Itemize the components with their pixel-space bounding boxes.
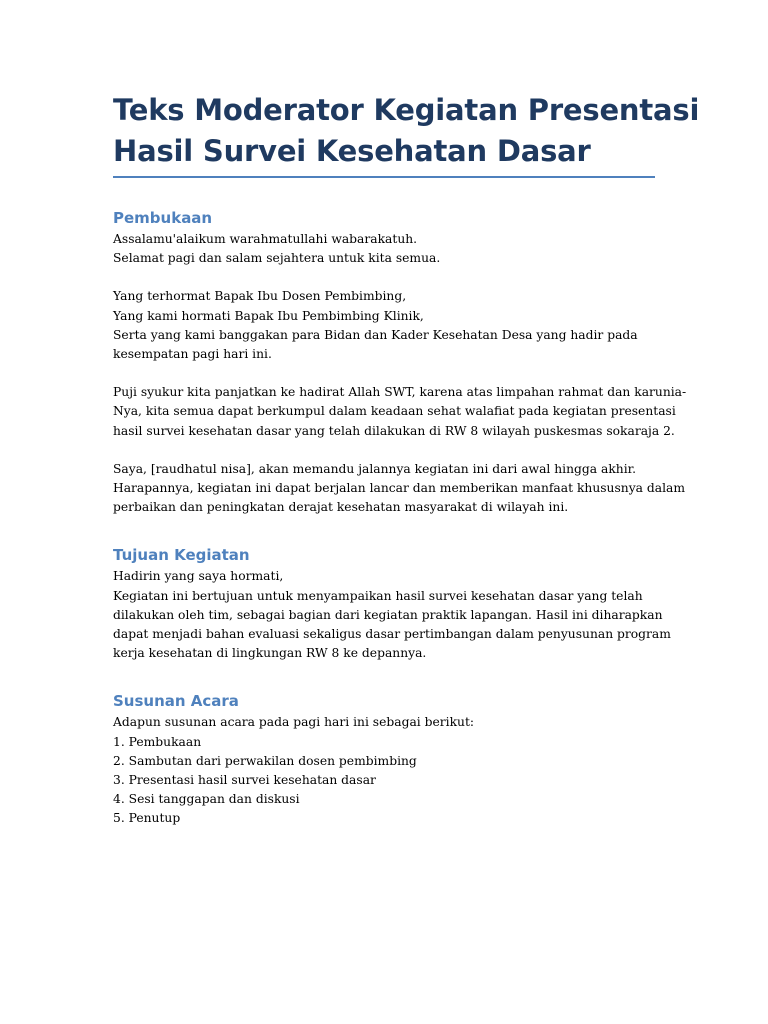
paragraph bbox=[113, 567, 671, 663]
section-tujuan-kegiatan bbox=[113, 545, 671, 663]
section-heading: Pembukaan bbox=[113, 209, 213, 227]
text-line: 4. Sesi tanggapan dan diskusi bbox=[113, 792, 300, 807]
paragraph-gap bbox=[113, 364, 655, 383]
paragraph bbox=[113, 287, 655, 364]
text-line: 2. Sambutan dari perwakilan dosen pembimbing bbox=[113, 753, 417, 768]
text-line: kesempatan pagi hari ini. bbox=[113, 347, 272, 362]
paragraph bbox=[113, 230, 655, 268]
text-line: Saya, [raudhatul nisa], akan memandu jalannya kegiatan ini dari awal hingga akhir. bbox=[113, 461, 637, 476]
title-underline bbox=[113, 176, 655, 178]
text-line: Assalamu'alaikum warahmatullahi wabarakatuh. bbox=[113, 232, 418, 246]
paragraph bbox=[113, 713, 655, 828]
text-line: perbaikan dan peningkatan derajat kesehatan masyarakat di wilayah ini. bbox=[113, 500, 569, 515]
text-line: dapat menjadi bahan evaluasi sekaligus dasar pertimbangan dalam penyusunan program bbox=[113, 627, 671, 642]
text-line: Yang terhormat Bapak Ibu Dosen Pembimbing, bbox=[113, 289, 407, 304]
text-line: Yang kami hormati Bapak Ibu Pembimbing Klinik, bbox=[113, 308, 424, 323]
title-line: Teks Moderator Kegiatan Presentasi bbox=[113, 93, 700, 127]
document-page bbox=[113, 90, 700, 829]
text-line: 5. Penutup bbox=[113, 811, 181, 826]
text-line: Selamat pagi dan salam sejahtera untuk kita semua. bbox=[113, 251, 441, 266]
paragraph bbox=[113, 383, 687, 441]
document-body bbox=[113, 208, 687, 829]
text-line: kerja kesehatan di lingkungan RW 8 ke depannya. bbox=[113, 646, 427, 661]
text-line: dilakukan oleh tim, sebagai bagian dari kegiatan praktik lapangan. Hasil ini diharapkan bbox=[113, 607, 663, 622]
title-line: Hasil Survei Kesehatan Dasar bbox=[113, 134, 591, 168]
text-line: Kegiatan ini bertujuan untuk menyampaikan hasil survei kesehatan dasar yang telah bbox=[113, 588, 643, 603]
document-title bbox=[113, 90, 700, 176]
section-heading: Tujuan Kegiatan bbox=[113, 546, 250, 565]
text-line: Puji syukur kita panjatkan ke hadirat Allah SWT, karena atas limpahan rahmat dan karunia- bbox=[113, 385, 687, 400]
paragraph-gap bbox=[113, 268, 655, 287]
text-line: 3. Presentasi hasil survei kesehatan dasar bbox=[113, 773, 376, 788]
text-line: hasil survei kesehatan dasar yang telah dilakukan di RW 8 wilayah puskesmas sokaraja 2. bbox=[113, 423, 675, 438]
paragraph bbox=[113, 460, 686, 518]
text-line: Harapannya, kegiatan ini dapat berjalan lancar dan memberikan manfaat khususnya dalam bbox=[113, 481, 686, 496]
text-line: Nya, kita semua dapat berkumpul dalam keadaan sehat walafiat pada kegiatan presentasi bbox=[113, 404, 676, 419]
paragraph-gap bbox=[113, 441, 655, 460]
text-line: Hadirin yang saya hormati, bbox=[113, 569, 284, 584]
text-line: 1. Pembukaan bbox=[113, 734, 202, 749]
section-pembukaan bbox=[113, 208, 687, 517]
text-line: Adapun susunan acara pada pagi hari ini sebagai berikut: bbox=[113, 715, 475, 730]
section-susunan-acara bbox=[113, 691, 655, 828]
section-heading: Susunan Acara bbox=[113, 692, 239, 711]
text-line: Serta yang kami banggakan para Bidan dan Kader Kesehatan Desa yang hadir pada bbox=[113, 327, 638, 342]
